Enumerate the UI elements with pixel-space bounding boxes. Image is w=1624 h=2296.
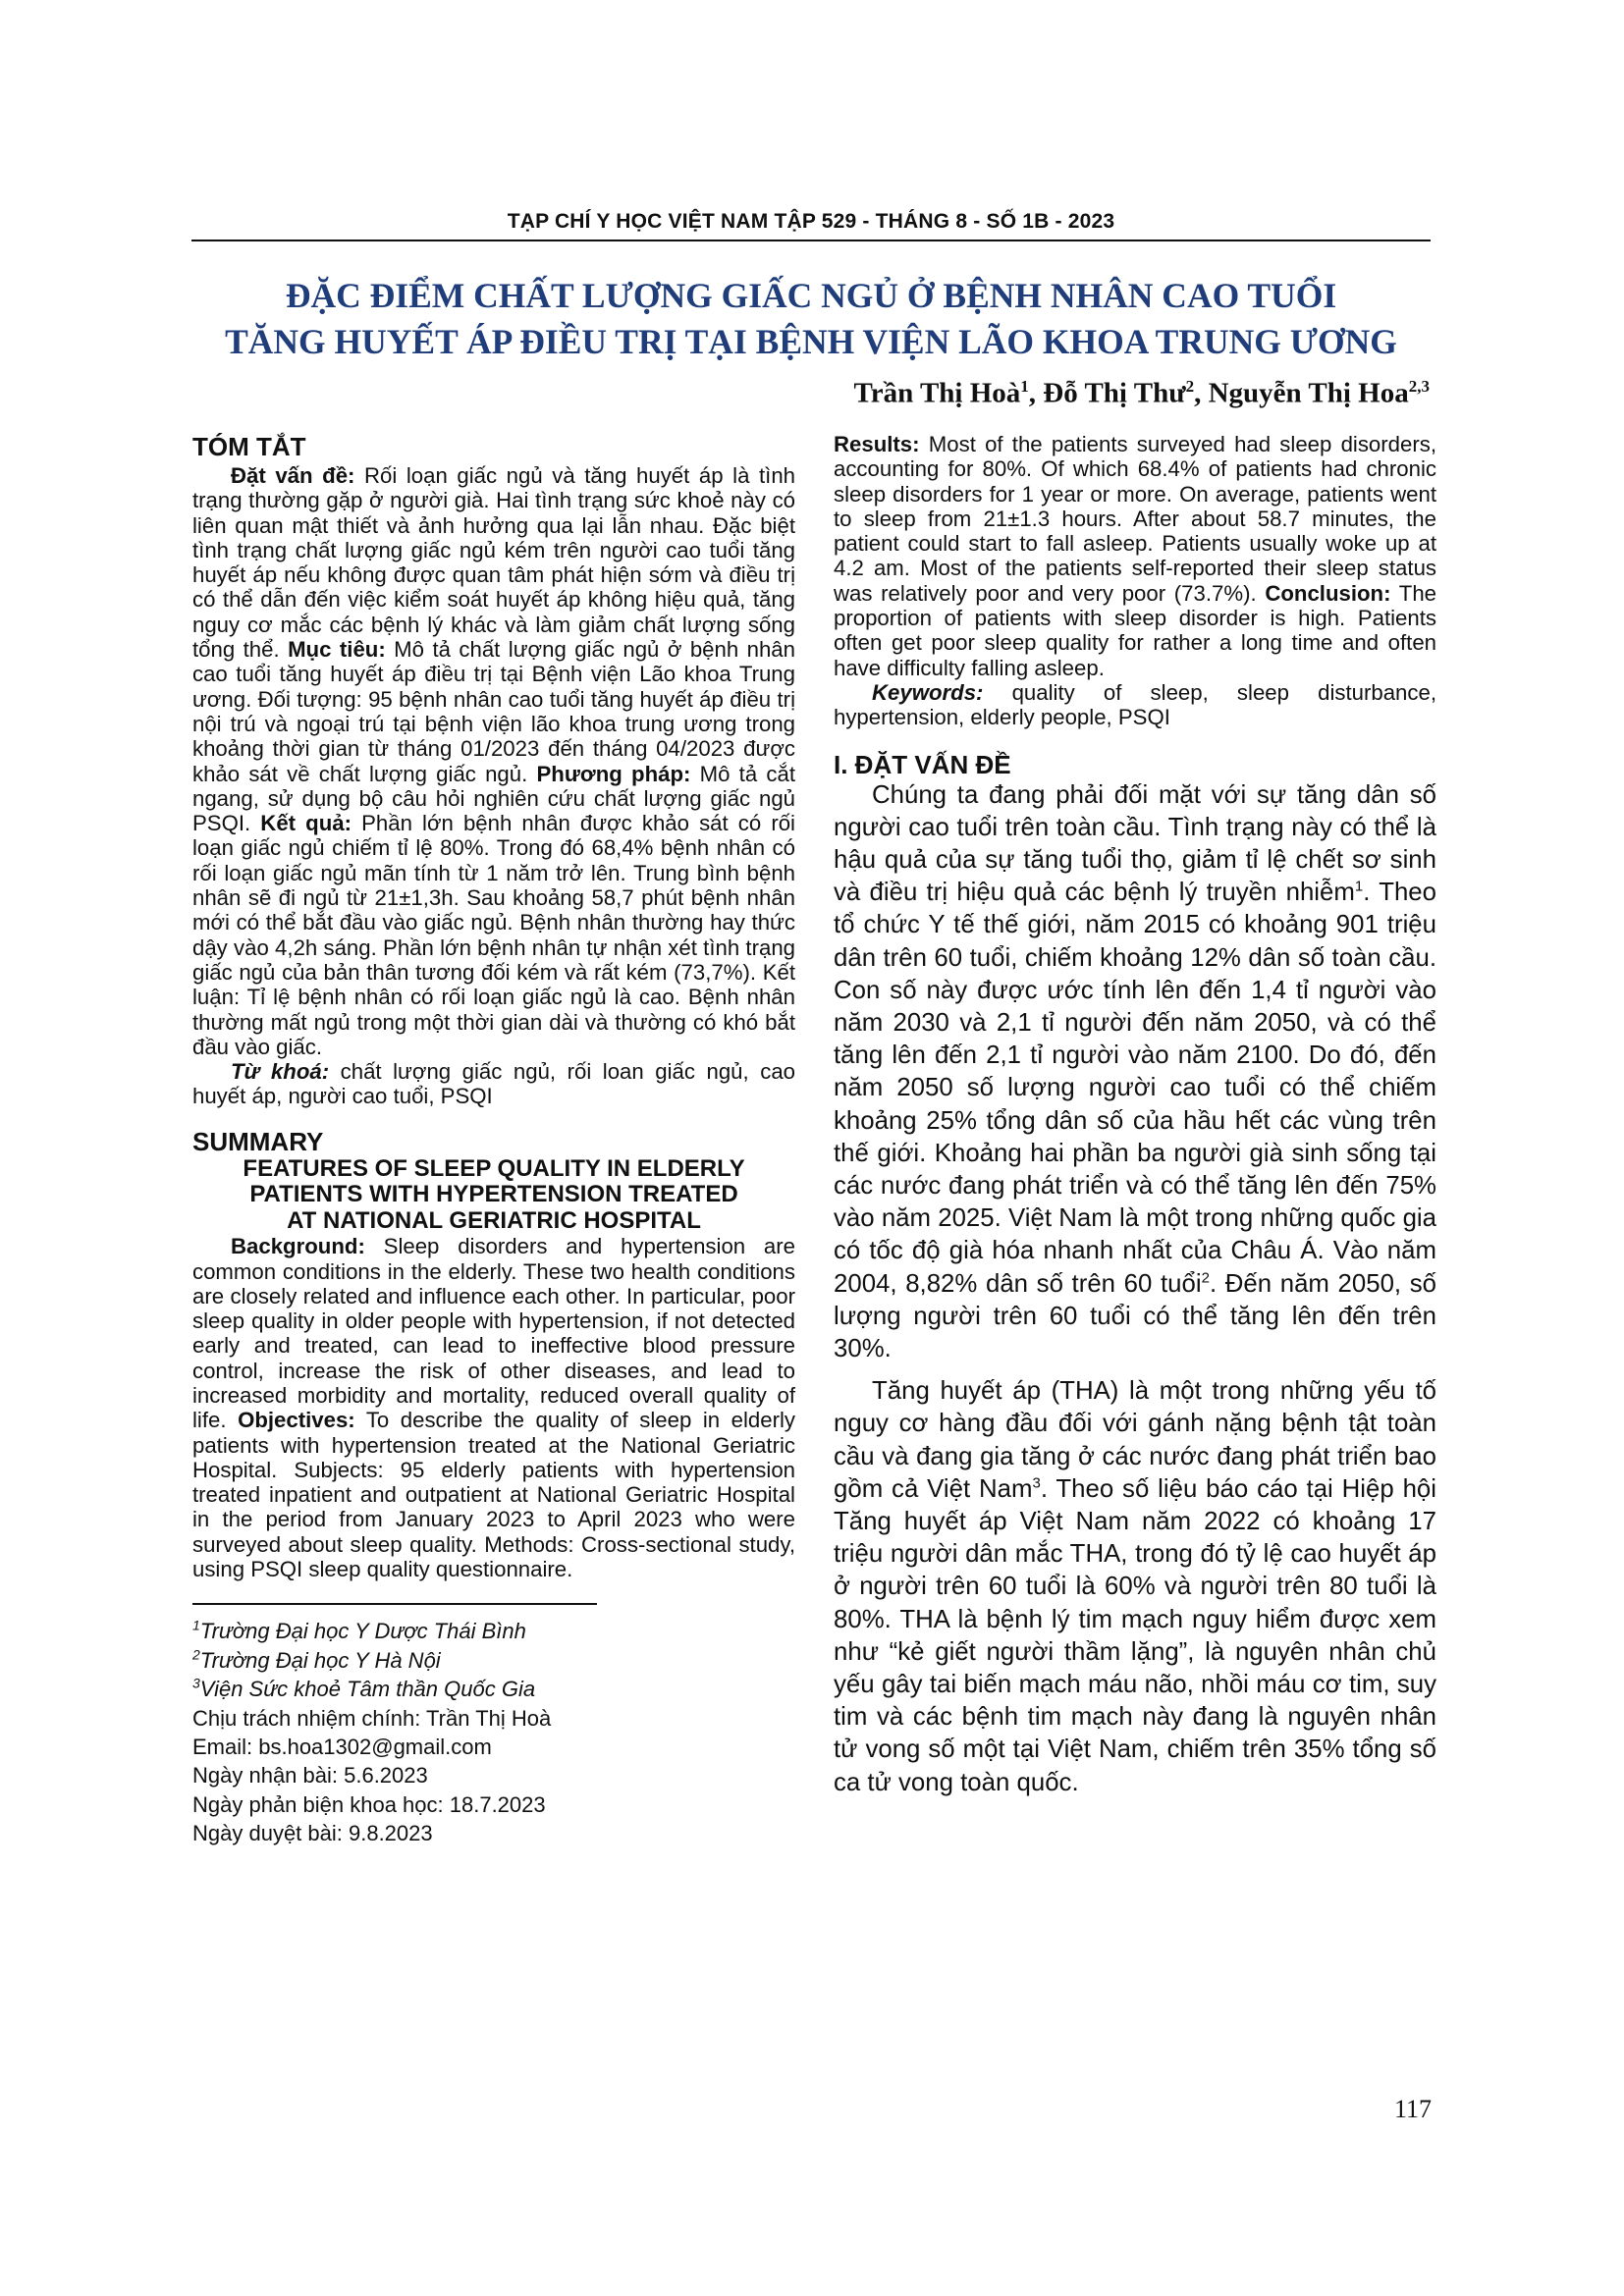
affiliation-1 (192, 1617, 795, 1645)
summary-title-line-2: PATIENTS WITH HYPERTENSION TREATED (249, 1181, 738, 1208)
author-affiliation-ref: 1 (1020, 377, 1029, 396)
footnotes (192, 1617, 795, 1847)
label-results: Results: (834, 432, 920, 456)
keywords-vi-label: Từ khoá: (231, 1059, 330, 1085)
p2-text-a: Tăng huyết áp (THA) là một trong những yếu tố nguy cơ hàng đầu đối với gánh nặng bệnh tật toàn cầu và đang gia tăng ở các nước đang phát triển bao gồm cả Việt Nam (834, 1377, 1436, 1503)
text-phuong-phap: Mô tả cắt ngang, sử dụng bộ câu hỏi nghiên cứu chất lượng giấc ngủ PSQI. (192, 761, 795, 836)
affiliation-marker: 3 (192, 1675, 200, 1691)
label-objectives: Objectives: (238, 1408, 355, 1433)
label-phuong-phap: Phương pháp: (536, 761, 691, 786)
text-muc-tieu: Mô tả chất lượng giấc ngủ ở bệnh nhân cao tuổi tăng huyết áp điều trị tại Bệnh viện Lão khoa Trung ương. Đối tượng: 95 bệnh nhân cao tuổi tăng huyết áp điều trị nội trú và ngoại trú tại bệnh viện lão khoa trung ương trong khoảng thời gian từ tháng 01/2023 đến tháng 04/2023 được khảo sát về chất lượng giấc ngủ. (192, 637, 795, 786)
summary-title (192, 1156, 795, 1235)
affiliation-2 (192, 1646, 795, 1675)
author-name: Trần Thị Hoà (853, 377, 1021, 409)
summary-heading: SUMMARY (192, 1126, 324, 1156)
affiliation-text: Viện Sức khoẻ Tâm thần Quốc Gia (199, 1677, 536, 1702)
keywords-vi-text: chất lượng giấc ngủ, rối loan giấc ngủ, cao huyết áp, người cao tuổi, PSQI (192, 1059, 795, 1109)
p1-text-c: . Đến năm 2050, số lượng người trên 60 tuổi có thể tăng lên đến trên 30%. (834, 1269, 1436, 1363)
summary-title-line-1: FEATURES OF SLEEP QUALITY IN ELDERLY (243, 1154, 745, 1182)
label-muc-tieu: Mục tiêu: (288, 637, 386, 663)
keywords-en (834, 680, 1436, 730)
author-list (854, 377, 1430, 410)
section-1-heading: I. ĐẶT VẤN ĐỀ (834, 749, 1011, 779)
text-results: Most of the patients surveyed had sleep disorders, accounting for 80%. Of which 68.4% of patients had chronic sleep disorders for 1 year or more. On average, patients went to sleep from 21±1.3 hours. After about 58.7 minutes, the patient could start to fall asleep. Patients usually woke up at 4.2 am. Most of the patients self-reported their sleep status was relatively poor and very poor (73.7%). (834, 432, 1436, 606)
keywords-vi (192, 1059, 795, 1109)
date-received: Ngày nhận bài: 5.6.2023 (192, 1763, 428, 1789)
page-number: 117 (1393, 2095, 1432, 2123)
abstract-vi-paragraph (192, 463, 795, 1059)
title-line-1: ĐẶC ĐIỂM CHẤT LƯỢNG GIẤC NGỦ Ở BỆNH NHÂN CAO TUỔI (285, 276, 1337, 315)
citation-ref: 1 (1354, 878, 1364, 895)
abstract-vi-heading: TÓM TẮT (192, 432, 306, 461)
date-accepted: Ngày duyệt bài: 9.8.2023 (192, 1821, 433, 1846)
p1-text-a: Chúng ta đang phải đối mặt với sự tăng dân số người cao tuổi trên toàn cầu. Tình trạng này có thể là hậu quả của sự tăng tuổi thọ, giảm tỉ lệ chết sơ sinh và điều trị hiệu quả các bệnh lý truyền nhiễm (834, 780, 1436, 907)
citation-ref: 3 (1032, 1474, 1041, 1492)
text-ket-qua: Phần lớn bệnh nhân được khảo sát có rối loạn giấc ngủ chiếm tỉ lệ 80%. Trong đó 68,4% bệnh nhân có rối loạn giấc ngủ mãn tính từ 1 năm trở lên. Trung bình bệnh nhân sẽ đi ngủ từ 21±1,3h. Sau khoảng 58,7 phút bệnh nhân mới có thể bắt đầu vào giấc ngủ. Bệnh nhân thường hay thức dậy vào 4,2h sáng. Phần lớn bệnh nhân tự nhận xét tình trạng giấc ngủ của bản thân tương đối kém và rất kém (73,7%). Kết luận: Tỉ lệ bệnh nhân có rối loạn giấc ngủ là cao. Bệnh nhân thường mất ngủ trong một thời gian dài và thường có khó bắt đầu vào giấc. (192, 811, 795, 1059)
correspondence: Chịu trách nhiệm chính: Trần Thị Hoà (192, 1705, 552, 1731)
label-dat-van-de: Đặt vấn đề: (231, 463, 355, 488)
keywords-en-text: quality of sleep, sleep disturbance, hypertension, elderly people, PSQI (834, 679, 1436, 730)
author-affiliation-ref: 2,3 (1408, 377, 1430, 396)
affiliation-marker: 2 (192, 1646, 200, 1663)
running-head: TẠP CHÍ Y HỌC VIỆT NAM TẬP 529 - THÁNG 8 - SỐ 1B - 2023 (507, 210, 1115, 233)
section-1-paragraph-1 (834, 779, 1436, 1366)
text-conclusion: The proportion of patients with sleep disorder is high. Patients often get poor sleep quality for rather a long time and often have difficulty falling asleep. (834, 580, 1437, 680)
keywords-en-label: Keywords: (872, 679, 984, 705)
affiliation-marker: 1 (192, 1618, 200, 1634)
author-name: Đỗ Thị Thư (1043, 377, 1186, 409)
footnote-rule (192, 1603, 597, 1605)
p2-text-b: . Theo số liệu báo cáo tại Hiệp hội Tăng huyết áp Việt Nam năm 2022 có khoảng 17 triệu người dân mắc THA, trong đó tỷ lệ cao huyết áp ở người trên 60 tuổi là 60% và người trên 80 tuổi là 80%. THA là bệnh lý tim mạch nguy hiểm được xem như “kẻ giết người thầm lặng”, là nguyên nhân chủ yếu gây tai biến mạch máu não, nhồi máu cơ tim, suy tim và các bệnh tim mạch này đang là nguyên nhân tử vong số một tại Việt Nam, chiếm trên 35% tổng số ca tử vong toàn quốc. (834, 1474, 1436, 1796)
abstract-en-paragraph-cont (834, 432, 1436, 680)
label-conclusion: Conclusion: (1265, 580, 1391, 606)
affiliation-text: Trường Đại học Y Dược Thái Bình (199, 1619, 526, 1644)
p1-text-b: . Theo tổ chức Y tế thế giới, năm 2015 có khoảng 901 triệu dân trên 60 tuổi, chiếm khoảng 12% dân số toàn cầu. Con số này được ước tính lên đến 1,4 tỉ người vào năm 2030 và 2,1 tỉ người đến năm 2050, và có thể tăng lên đến 2,1 tỉ người vào năm 2100. Do đó, đến năm 2050 số lượng người cao tuổi có thể chiếm khoảng 25% tổng dân số của hầu hết các vùng trên thế giới. Khoảng hai phần ba người già sinh sống tại các nước đang phát triển và có thể tăng lên đến 75% vào năm 2025. Việt Nam là một trong những quốc gia có tốc độ già hóa nhanh nhất của Châu Á. Vào năm 2004, 8,82% dân số trên 60 tuổi (834, 879, 1436, 1298)
label-background: Background: (231, 1234, 365, 1259)
author-separator: , (1194, 377, 1209, 409)
date-reviewed: Ngày phản biện khoa học: 18.7.2023 (192, 1791, 546, 1817)
text-dat-van-de: Rối loạn giấc ngủ và tăng huyết áp là tình trạng thường gặp ở người già. Hai tình trạng sức khoẻ này có liên quan mật thiết và ảnh hưởng qua lại lẫn nhau. Đặc biệt tình trạng chất lượng giấc ngủ kém trên người cao tuổi tăng huyết áp nếu không được quan tâm phát hiện sớm và điều trị có thể dẫn đến việc kiểm soát huyết áp không hiệu quả, tăng nguy cơ mắc các bệnh lý khác và làm giảm chất lượng sống tổng thể. (192, 463, 795, 663)
email: Email: bs.hoa1302@gmail.com (192, 1735, 492, 1759)
text-background: Sleep disorders and hypertension are common conditions in the elderly. These two health conditions are closely related and influence each other. In particular, poor sleep quality in older people with hypertension, if not detected early and treated, can lead to ineffective blood pressure control, increase the risk of other diseases, and lead to increased morbidity and mortality, reduced overall quality of life. (192, 1234, 795, 1433)
affiliation-text: Trường Đại học Y Hà Nội (199, 1647, 441, 1673)
text-objectives: To describe the quality of sleep in elderly patients with hypertension treated at the National Geriatric Hospital. Subjects: 95 elderly patients with hypertension treated inpatient and outpatient at National Geriatric Hospital in the period from January 2023 to April 2023 who were surveyed about sleep quality. Methods: Cross-sectional study, using PSQI sleep quality questionnaire. (192, 1408, 795, 1582)
right-column (834, 432, 1436, 1799)
article-title (191, 273, 1431, 365)
author-separator: , (1028, 377, 1044, 409)
left-column (192, 432, 795, 1848)
author-name: Nguyễn Thị Hoa (1208, 377, 1409, 409)
citation-ref: 2 (1201, 1269, 1210, 1287)
header-rule (191, 240, 1431, 241)
author-affiliation-ref: 2 (1185, 377, 1195, 396)
title-line-2: TĂNG HUYẾT ÁP ĐIỀU TRỊ TẠI BỆNH VIỆN LÃO KHOA TRUNG ƯƠNG (225, 322, 1397, 361)
label-ket-qua: Kết quả: (260, 811, 352, 836)
affiliation-3 (192, 1675, 795, 1703)
summary-title-line-3: AT NATIONAL GERIATRIC HOSPITAL (287, 1206, 701, 1234)
section-1-paragraph-2 (834, 1375, 1436, 1799)
abstract-en-paragraph-start (192, 1234, 795, 1581)
